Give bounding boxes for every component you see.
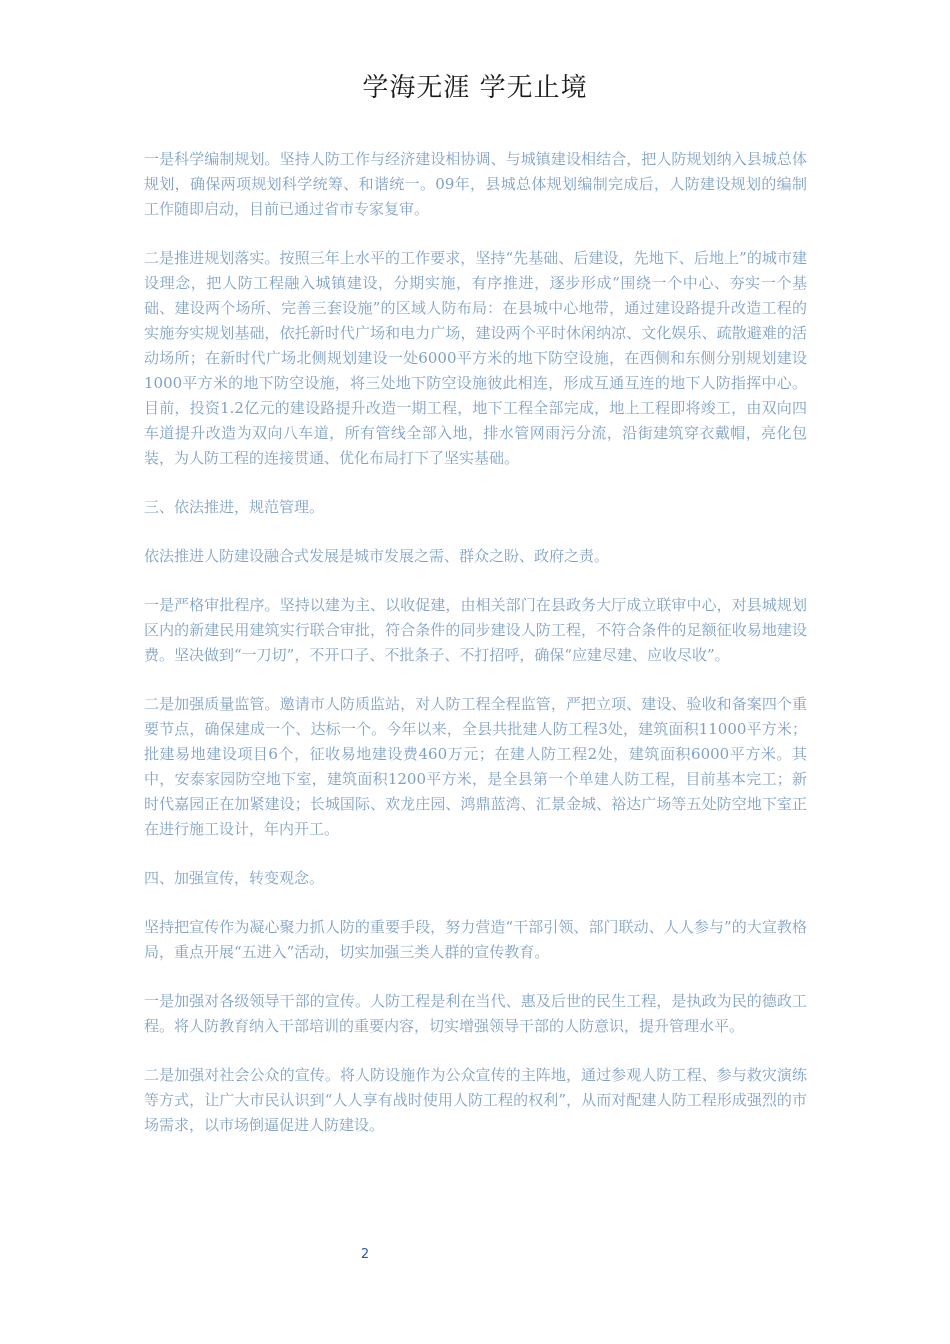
paragraph-approval: 一是严格审批程序。坚持以建为主、以收促建，由相关部门在县政务大厅成立联审中心，对县城规划区内的新建民用建筑实行联合审批，符合条件的同步建设人防工程，不符合条件的足额征收易地建设费。坚决做到“一刀切”，不开口子、不批条子、不打招呼，确保“应建尽建、应收尽收”。 [144, 596, 807, 664]
section-heading-publicity: 四、加强宣传，转变观念。 [144, 869, 325, 887]
paragraph-legal-intro: 依法推进人防建设融合式发展是城市发展之需、群众之盼、政府之责。 [144, 547, 610, 565]
page-header-title: 学海无涯 学无止境 [362, 73, 588, 103]
paragraph-public: 二是加强对社会公众的宣传。将人防设施作为公众宣传的主阵地，通过参观人防工程、参与救灾演练等方式，让广大市民认识到“人人享有战时使用人防工程的权利”，从而对配建人防工程形成强烈的市场需求，以市场倒逼促进人防建设。 [144, 1066, 807, 1134]
paragraph-implementation: 二是推进规划落实。按照三年上水平的工作要求，坚持“先基础、后建设，先地下、后地上”的城市建设理念，把人防工程融入城镇建设，分期实施，有序推进，逐步形成“围绕一个中心、夯实一个基础、建设两个场所、完善三套设施”的区域人防布局：在县城中心地带，通过建设路提升改造工程的实施夯实规划基础，依托新时代广场和电力广场，建设两个平时休闲纳凉、文化娱乐、疏散避难的活动场所；在新时代广场北侧规划建设一处6000平方米的地下防空设施，在西侧和东侧分别规划建设1000平方米的地下防空设施，将三处地下防空设施彼此相连，形成互通互连的地下人防指挥中心。目前，投资1.2亿元的建设路提升改造一期工程，地下工程全部完成，地上工程即将竣工，由双向四车道提升改造为双向八车道，所有管线全部入地，排水管网雨污分流，沿街建筑穿衣戴帽，亮化包装，为人防工程的连接贯通、优化布局打下了坚实基础。 [144, 249, 807, 467]
paragraph-leaders: 一是加强对各级领导干部的宣传。人防工程是利在当代、惠及后世的民生工程，是执政为民的德政工程。将人防教育纳入干部培训的重要内容，切实增强领导干部的人防意识，提升管理水平。 [144, 992, 807, 1035]
section-heading-legal: 三、依法推进，规范管理。 [144, 498, 325, 516]
paragraph-planning: 一是科学编制规划。坚持人防工作与经济建设相协调、与城镇建设相结合，把人防规划纳入县城总体规划，确保两项规划科学统筹、和谐统一。09年，县城总体规划编制完成后，人防建设规划的编制工作随即启动，目前已通过省市专家复审。 [144, 150, 807, 218]
page-number: 2 [360, 1247, 370, 1262]
paragraph-publicity-intro: 坚持把宣传作为凝心聚力抓人防的重要手段，努力营造“干部引领、部门联动、人人参与”的大宣教格局，重点开展“五进入”活动，切实加强三类人群的宣传教育。 [144, 918, 807, 961]
document-body [144, 147, 807, 1162]
paragraph-quality: 二是加强质量监管。邀请市人防质监站，对人防工程全程监管，严把立项、建设、验收和备案四个重要节点，确保建成一个、达标一个。今年以来，全县共批建人防工程3处，建筑面积11000平方米；批建易地建设项目6个，征收易地建设费460万元；在建人防工程2处，建筑面积6000平方米。其中，安泰家园防空地下室，建筑面积1200平方米，是全县第一个单建人防工程，目前基本完工；新时代嘉园正在加紧建设；长城国际、欢龙庄园、鸿鼎蓝湾、汇景金城、裕达广场等五处防空地下室正在进行施工设计，年内开工。 [144, 695, 807, 838]
